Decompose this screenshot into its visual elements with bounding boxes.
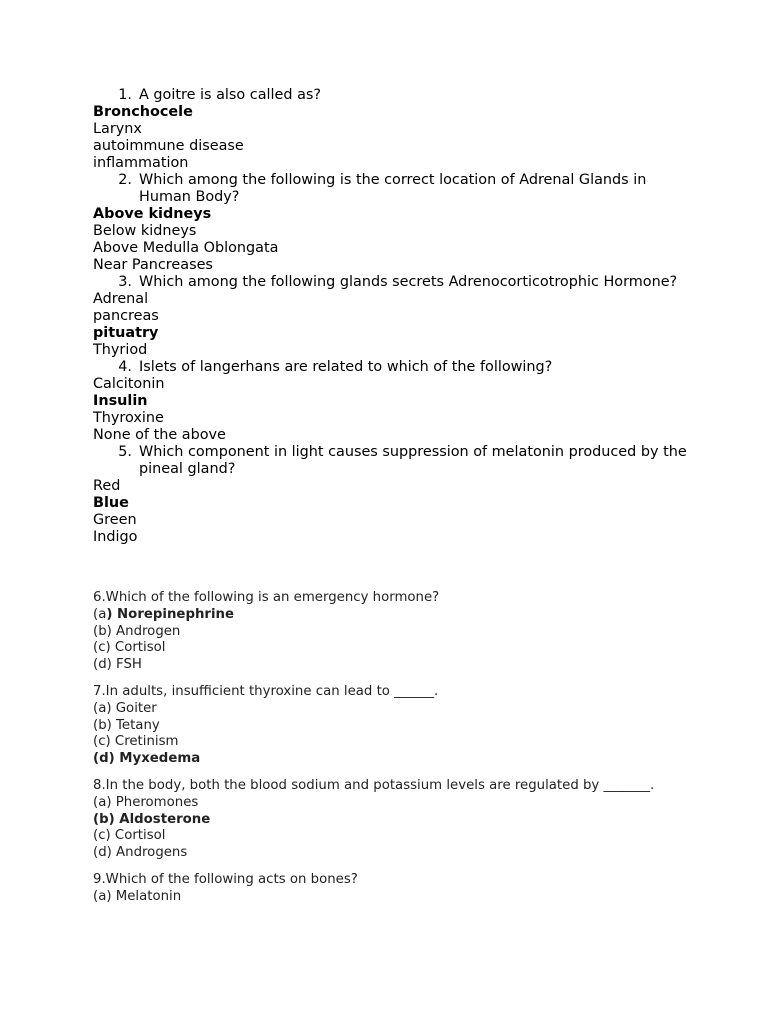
answer-option: Thyriod [93, 342, 148, 358]
answer-option: None of the above [93, 427, 226, 443]
answer-option: (a) Melatonin [93, 888, 182, 904]
answer-option: Blue [93, 495, 129, 511]
answer-option: (d) Myxedema [93, 751, 201, 767]
answer-option: (a) Pheromones [93, 794, 199, 810]
question-4 [93, 359, 693, 376]
answer-option: Thyroxine [93, 410, 164, 426]
answer-option: (c) Cretinism [93, 734, 179, 750]
answer-option: pituatry [93, 325, 159, 341]
question-8 [93, 778, 693, 862]
question-7 [93, 684, 693, 768]
question-2 [93, 172, 693, 206]
question-9 [93, 872, 693, 906]
question-text: 8.In the body, both the blood sodium and potassium levels are regulated by _______. [93, 777, 655, 793]
answer-option: (d) FSH [93, 657, 142, 673]
question-text: 6.Which of the following is an emergency hormone? [93, 590, 440, 605]
question-number: 2. [118, 172, 132, 188]
question-6 [93, 590, 693, 674]
question-text: Which among the following is the correct location of Adrenal Glands in Human Body? [139, 172, 647, 205]
question-1 [93, 87, 693, 104]
answer-option: (a) Goiter [93, 700, 157, 716]
question-5 [93, 444, 693, 478]
lettered-questions [93, 590, 693, 916]
answer-option: Near Pancreases [93, 257, 213, 273]
question-text: Which among the following glands secrets Adrenocorticotrophic Hormone? [139, 274, 678, 290]
answer-option: (b) Tetany [93, 717, 160, 733]
answer-option: Insulin [93, 393, 148, 409]
answer-option: Adrenal [93, 291, 149, 307]
answer-option: Above Medulla Oblongata [93, 240, 279, 256]
question-number: 4. [118, 359, 132, 375]
answer-option [93, 607, 693, 624]
answer-option: (b) Aldosterone [93, 811, 211, 827]
answer-option: autoimmune disease [93, 138, 244, 154]
answer-option: Indigo [93, 529, 138, 545]
option-text: ) Norepinephrine [106, 606, 235, 622]
answer-option: (c) Cortisol [93, 828, 166, 844]
answer-option: Red [93, 478, 121, 494]
answer-option: Bronchocele [93, 104, 193, 120]
answer-option: (b) Androgen [93, 623, 181, 639]
question-number: 5. [118, 444, 132, 460]
question-number: 3. [118, 274, 132, 290]
answer-option: Green [93, 512, 137, 528]
numbered-questions [93, 87, 693, 546]
answer-option: pancreas [93, 308, 159, 324]
question-text: 7.In adults, insufficient thyroxine can lead to ______. [93, 683, 439, 699]
question-text: 9.Which of the following acts on bones? [93, 871, 358, 887]
question-3 [93, 274, 693, 291]
question-number: 1. [118, 87, 132, 103]
question-text: A goitre is also called as? [139, 87, 322, 103]
answer-option: Calcitonin [93, 376, 165, 392]
question-text: Islets of langerhans are related to which of the following? [139, 359, 553, 375]
question-text: Which component in light causes suppression of melatonin produced by the pineal gland? [139, 444, 687, 477]
answer-option: (c) Cortisol [93, 640, 166, 656]
answer-option: inflammation [93, 155, 189, 171]
answer-option: Below kidneys [93, 223, 197, 239]
answer-option: Above kidneys [93, 206, 212, 222]
option-prefix: (a [93, 606, 107, 622]
answer-option: Larynx [93, 121, 142, 137]
answer-option: (d) Androgens [93, 845, 188, 861]
